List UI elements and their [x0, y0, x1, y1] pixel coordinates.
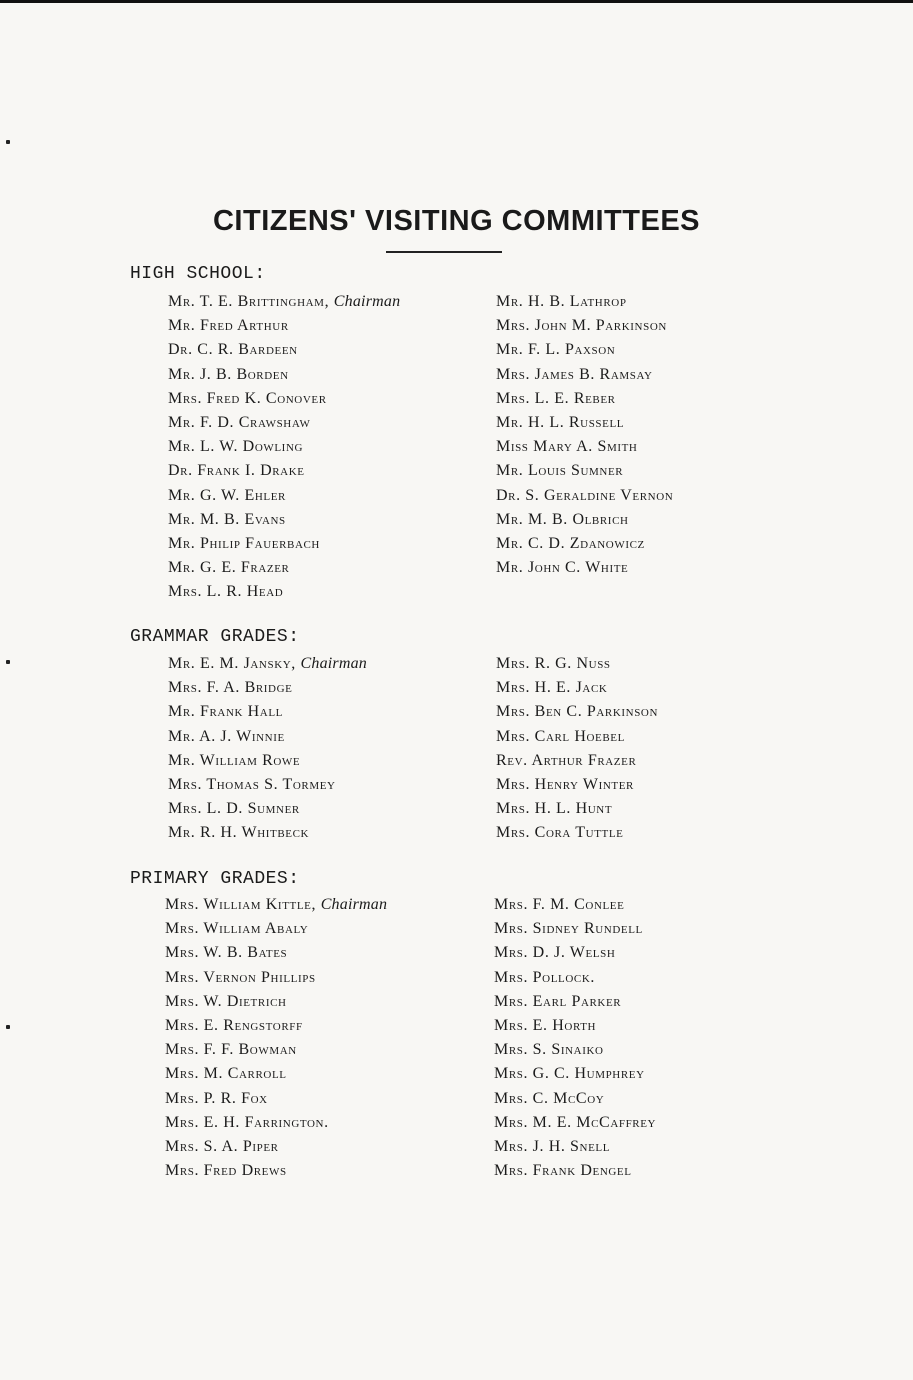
member-name: Mr. F. D. Crawshaw: [168, 413, 311, 431]
member-name: Mrs. John M. Parkinson: [496, 317, 667, 335]
member-name: Mrs. L. D. Sumner: [168, 800, 300, 818]
committee-member: [165, 990, 387, 1014]
member-name: Mrs. Vernon Phillips: [165, 968, 316, 986]
committee-member: [168, 338, 400, 362]
member-name: Mrs. M. Carroll: [165, 1065, 287, 1083]
member-name: Mrs. E. H. Farrington.: [165, 1113, 329, 1131]
margin-mark: [6, 140, 10, 144]
committee-member: [168, 652, 367, 676]
committee-member: [168, 314, 400, 338]
member-name: Mrs. S. Sinaiko: [494, 1041, 604, 1059]
member-name: Mr. F. L. Paxson: [496, 341, 616, 359]
title-divider: [386, 251, 502, 253]
margin-mark: [6, 1025, 10, 1029]
member-name: Mrs. D. J. Welsh: [494, 944, 616, 962]
member-name: Mr. T. E. Brittingham,: [168, 293, 330, 310]
member-name: Mrs. E. Horth: [494, 1016, 597, 1034]
member-name: Mr. L. W. Dowling: [168, 438, 304, 456]
committee-member: [168, 821, 367, 845]
member-name: Miss Mary A. Smith: [496, 438, 638, 456]
committee-member: [165, 1159, 387, 1183]
member-name: Rev. Arthur Frazer: [496, 751, 637, 769]
member-name: Mrs. S. A. Piper: [165, 1137, 279, 1155]
committee-member: [165, 893, 387, 917]
member-name: Mrs. Sidney Rundell: [494, 920, 643, 938]
member-name: Mrs. L. R. Head: [168, 583, 284, 601]
member-name: Mr. A. J. Winnie: [168, 727, 285, 745]
member-name: Dr. S. Geraldine Vernon: [496, 486, 674, 504]
member-name: Mrs. Pollock.: [494, 968, 595, 986]
member-name: Mrs. James B. Ramsay: [496, 365, 653, 383]
member-name: Mrs. W. B. Bates: [165, 944, 288, 962]
member-name: Mrs. Earl Parker: [494, 992, 622, 1010]
member-name: Mr. M. B. Evans: [168, 510, 286, 528]
member-list-right: [496, 290, 673, 580]
member-name: Mrs. Henry Winter: [496, 775, 634, 793]
committee-member: [168, 532, 400, 556]
member-name: Mrs. J. H. Snell: [494, 1137, 611, 1155]
member-name: Mr. G. E. Frazer: [168, 559, 290, 577]
member-name: Mr. G. W. Ehler: [168, 486, 286, 504]
committee-member: [168, 411, 400, 435]
section-heading: HIGH SCHOOL:: [130, 264, 266, 284]
committee-member: [168, 773, 367, 797]
committee-member: [168, 797, 367, 821]
member-name: Mr. R. H. Whitbeck: [168, 824, 310, 842]
member-name: Mrs. P. R. Fox: [165, 1089, 268, 1107]
margin-mark: [6, 660, 10, 664]
committee-member: [168, 580, 400, 604]
member-name: Mrs. H. L. Hunt: [496, 800, 613, 818]
committee-member: [165, 1111, 387, 1135]
committee-member: [168, 435, 400, 459]
member-list-right: [496, 652, 658, 846]
member-role: Chairman: [320, 896, 388, 913]
member-name: Mrs. M. E. McCaffrey: [494, 1113, 657, 1131]
committee-member: [168, 700, 367, 724]
member-list-left: [168, 652, 367, 846]
committee-member: [165, 1062, 387, 1086]
committee-member: [165, 1087, 387, 1111]
member-name: Mrs. L. E. Reber: [496, 389, 616, 407]
member-name: Mr. J. B. Borden: [168, 365, 289, 383]
member-name: Mrs. Carl Hoebel: [496, 727, 625, 745]
member-name: Mr. John C. White: [496, 559, 629, 577]
member-name: Mrs. Cora Tuttle: [496, 824, 624, 842]
member-name: Mr. H. B. Lathrop: [496, 293, 627, 310]
committee-member: [165, 1135, 387, 1159]
member-name: Mrs. Frank Dengel: [494, 1162, 632, 1180]
member-name: Mrs. Fred K. Conover: [168, 389, 327, 407]
member-name: Mrs. R. G. Nuss: [496, 655, 611, 672]
committee-member: [168, 459, 400, 483]
committee-member: [168, 676, 367, 700]
member-name: Mr. E. M. Jansky,: [168, 655, 296, 672]
member-name: Mr. C. D. Zdanowicz: [496, 534, 645, 552]
page-title: CITIZENS' VISITING COMMITTEES: [212, 205, 701, 238]
member-name: Dr. C. R. Bardeen: [168, 341, 298, 359]
member-name: Mr. Frank Hall: [168, 703, 283, 721]
committee-member: [168, 387, 400, 411]
member-name: Mrs. William Abaly: [165, 920, 309, 938]
committee-member: [168, 749, 367, 773]
committee-member: [165, 917, 387, 941]
member-name: Mrs. Thomas S. Tormey: [168, 775, 336, 793]
member-name: Mrs. G. C. Humphrey: [494, 1065, 645, 1083]
section-heading: PRIMARY GRADES:: [130, 869, 300, 889]
committee-member: [168, 556, 400, 580]
committee-member: [165, 966, 387, 990]
member-list-left: [165, 893, 387, 1183]
page-top-border: [0, 0, 913, 3]
member-name: Mr. Louis Sumner: [496, 462, 624, 480]
committee-member: [165, 1038, 387, 1062]
committee-member: [168, 508, 400, 532]
member-name: Mr. William Rowe: [168, 751, 301, 769]
member-name: Mrs. William Kittle,: [165, 896, 317, 913]
committee-member: [165, 1014, 387, 1038]
section-heading: GRAMMAR GRADES:: [130, 627, 300, 647]
member-name: Mrs. C. McCoy: [494, 1089, 605, 1107]
committee-member: [168, 290, 400, 314]
member-name: Mr. M. B. Olbrich: [496, 510, 629, 528]
member-name: Mrs. E. Rengstorff: [165, 1016, 303, 1034]
member-name: Mrs. Ben C. Parkinson: [496, 703, 659, 721]
member-name: Mr. H. L. Russell: [496, 413, 625, 431]
member-role: Chairman: [333, 293, 401, 310]
member-name: Mr. Fred Arthur: [168, 317, 289, 335]
member-name: Mrs. F. A. Bridge: [168, 679, 293, 697]
committee-member: [168, 484, 400, 508]
member-name: Mrs. F. F. Bowman: [165, 1041, 297, 1059]
member-name: Dr. Frank I. Drake: [168, 462, 305, 480]
committee-member: [165, 941, 387, 965]
member-name: Mrs. H. E. Jack: [496, 679, 608, 697]
member-name: Mrs. F. M. Conlee: [494, 896, 625, 913]
member-name: Mrs. Fred Drews: [165, 1162, 287, 1180]
member-name: Mrs. W. Dietrich: [165, 992, 287, 1010]
committee-member: [168, 363, 400, 387]
member-role: Chairman: [300, 655, 367, 672]
committee-member: [168, 725, 367, 749]
member-name: Mr. Philip Fauerbach: [168, 534, 320, 552]
member-list-left: [168, 290, 400, 604]
member-list-right: [494, 893, 656, 1183]
